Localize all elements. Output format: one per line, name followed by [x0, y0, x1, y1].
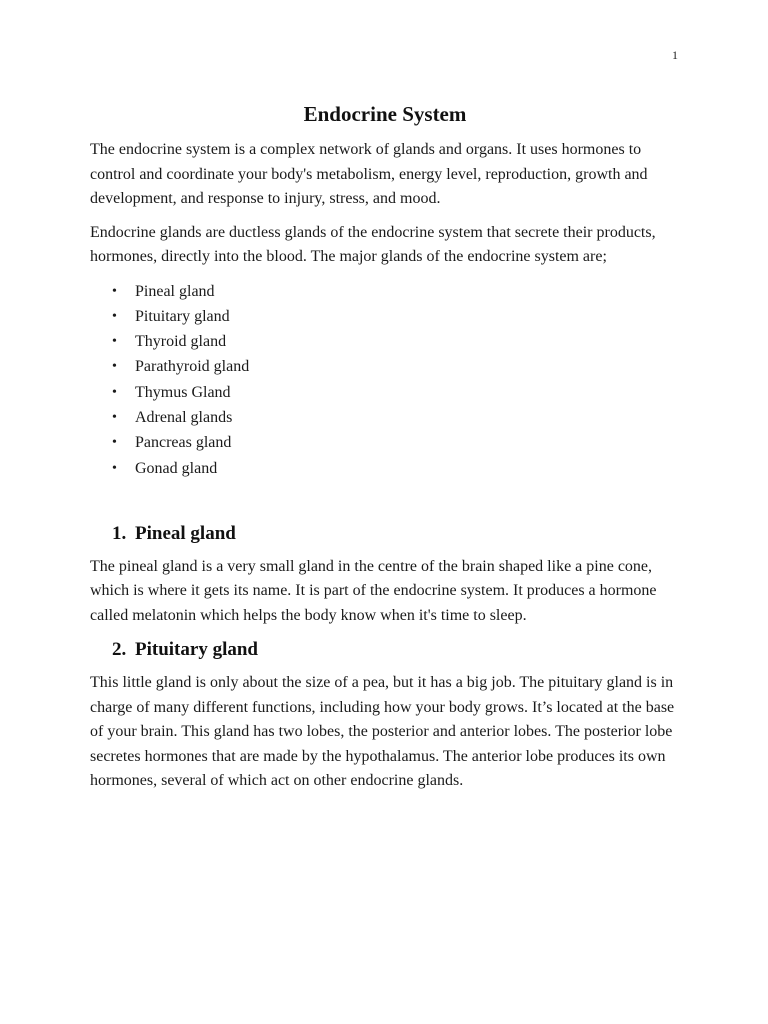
list-item	[90, 304, 680, 329]
section-heading-text: Pineal gland	[135, 522, 236, 544]
section-paragraph: The pineal gland is a very small gland in the centre of the brain shaped like a pine cone, which is where it gets its name. It is part of the endocrine system. It produces a hormone called melatonin which helps the body know when it's time to sleep.	[90, 557, 657, 624]
list-item-label: Parathyroid gland	[135, 358, 250, 376]
list-item	[90, 430, 680, 455]
section-number: 2.	[112, 639, 127, 661]
list-item-label: Adrenal glands	[135, 408, 233, 426]
list-item-label: Gonad gland	[135, 459, 218, 477]
list-item-label: Thyroid gland	[135, 333, 227, 351]
list-item	[90, 279, 680, 304]
document-content	[90, 100, 680, 803]
bullet-icon: •	[112, 359, 117, 375]
section-paragraph: This little gland is only about the size of a pea, but it has a big job. The pituitary gland is in charge of many different functions, including how your body grows. It’s located at the base of your brain. This gland has two lobes, the posterior and anterior lobes. The posterior lobe secretes hormones that are made by the hypothalamus. The anterior lobe produces its own hormones, several of which act on other endocrine glands.	[90, 674, 675, 790]
gland-list	[90, 279, 680, 481]
section-pituitary-gland	[90, 637, 680, 794]
intro-paragraph-2: Endocrine glands are ductless glands of the endocrine system that secrete their products, hormones, directly into the blood. The major glands of the endocrine system are;	[90, 223, 656, 265]
bullet-icon: •	[112, 283, 117, 299]
intro-paragraph-1: The endocrine system is a complex network of glands and organs. It uses hormones to control and coordinate your body's metabolism, energy level, reproduction, growth and development, and response to injury, stress, and mood.	[90, 141, 648, 207]
list-item	[90, 405, 680, 430]
bullet-icon: •	[112, 308, 117, 324]
list-item	[90, 456, 680, 481]
document-title: Endocrine System	[303, 102, 467, 126]
bullet-icon: •	[112, 334, 117, 350]
bullet-icon: •	[112, 460, 117, 476]
section-pineal-gland	[90, 521, 680, 629]
section-number: 1.	[112, 522, 127, 544]
list-item	[90, 329, 680, 354]
list-item-label: Pancreas gland	[135, 434, 232, 452]
bullet-icon: •	[112, 384, 117, 400]
section-heading	[90, 637, 680, 663]
list-item	[90, 354, 680, 379]
section-heading	[90, 521, 680, 547]
bullet-icon: •	[112, 409, 117, 425]
list-item-label: Pituitary gland	[135, 307, 230, 325]
section-heading-text: Pituitary gland	[135, 639, 258, 661]
list-item-label: Thymus Gland	[135, 383, 231, 401]
bullet-icon: •	[112, 435, 117, 451]
page-number: 1	[672, 48, 678, 62]
list-item	[90, 380, 680, 405]
list-item-label: Pineal gland	[135, 282, 215, 300]
